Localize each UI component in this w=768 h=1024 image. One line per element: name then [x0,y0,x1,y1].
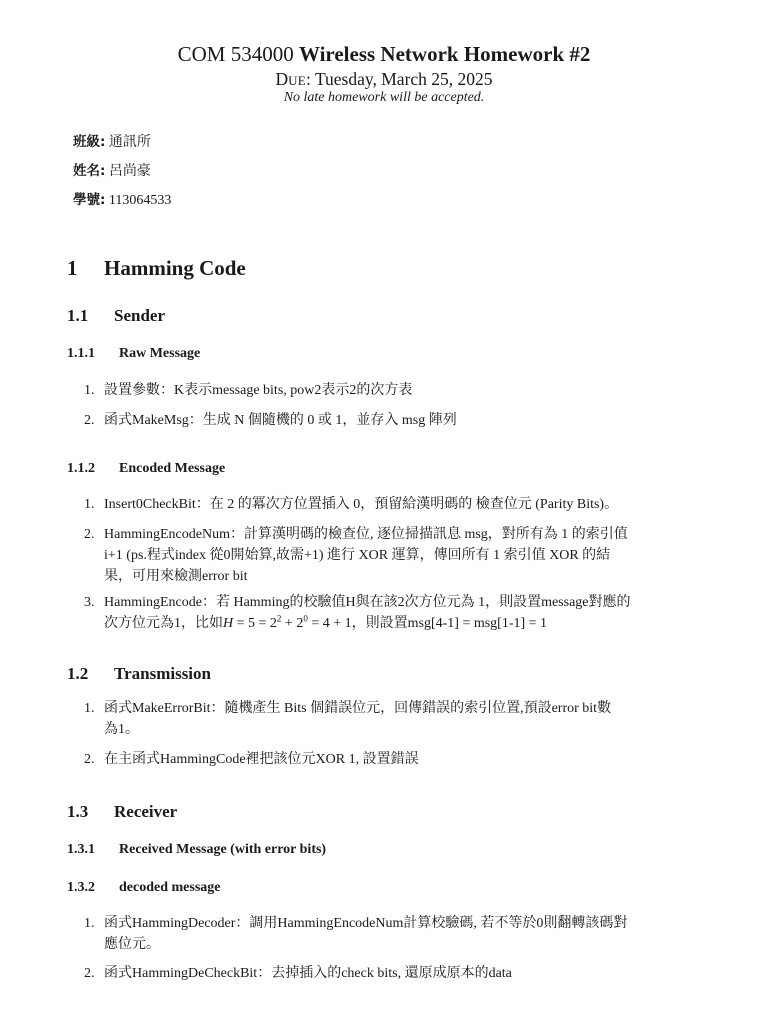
section-1-1-1-heading: 1.1.1 Raw Message [67,346,201,361]
list-item: 2. 函式MakeMsg：生成 N 個隨機的 0 或 1，並存入 msg 陣列 [84,413,457,428]
section-1-1-2-heading: 1.1.2 Encoded Message [67,461,226,476]
student-id-row: 學號: 113064533 [73,192,172,208]
section-1-1-heading: 1.1 Sender [67,306,165,325]
name-row: 姓名: 呂尚豪 [73,163,151,179]
list-item: 1. 設置參數：K表示message bits, pow2表示2的次方表 [84,383,413,398]
list-item: 1. 函式MakeErrorBit：隨機產生 Bits 個錯誤位元，回傳錯誤的索引位置,預設error bit數 為1。 [84,701,612,737]
list-item: 1. 函式HammingDecoder：調用HammingEncodeNum計算校驗碼, 若不等於0則翻轉該碼對 應位元。 [84,916,628,952]
list-item: 2. 函式HammingDeCheckBit：去掉插入的check bits, 還原成原本的data [84,966,512,981]
section-1-2-heading: 1.2 Transmission [67,664,211,683]
list-item: 2. HammingEncodeNum：計算漢明碼的檢查位, 逐位掃描訊息 msg，對所有為 1 的索引值 i+1 (ps.程式index 從0開始算,故需+1) 進行 XOR 運算，傳回所有 1 索引值 XOR 的結 果，可用來檢測error bit [84,527,628,584]
due-line: DUE: Tuesday, March 25, 2025 [275,69,493,89]
list-item: 2. 在主函式HammingCode裡把該位元XOR 1, 設置錯誤 [84,752,419,767]
class-row: 班級: 通訊所 [73,134,151,150]
section-1-3-heading: 1.3 Receiver [67,802,178,821]
due-date: : Tuesday, March 25, 2025 [306,69,493,89]
homework-title: Wireless Network Homework #2 [298,42,591,66]
section-1-heading: 1 Hamming Code [67,256,246,280]
formula-line: 次方位元為1，比如$H = 5 = 2^2 + 2^0 = 4 + 1$，則設置msg[4-1] = msg[1-1] = 1 [104,613,548,631]
list-item: 3. HammingEncode：若 Hamming的校驗值H與在該2次方位元為 1，則設置message對應的 次方位元為1，比如$H = 5 = 2^2 + 2^0 = 4 + 1$，則設置msg[4-1] = msg[1-1] = 1 [84,592,684,634]
section-1-3-1-heading: 1.3.1 Received Message (with error bits) [67,842,327,857]
late-policy-note: No late homework will be accepted. [283,90,485,105]
list-item: 1. Insert0CheckBit：在 2 的冪次方位置插入 0，預留給漢明碼的 檢查位元 (Parity Bits)。 [84,497,619,512]
course-code: COM 534000 [177,42,294,66]
doc-title [0,42,768,67]
section-1-3-2-heading: 1.3.2 decoded message [67,880,221,895]
